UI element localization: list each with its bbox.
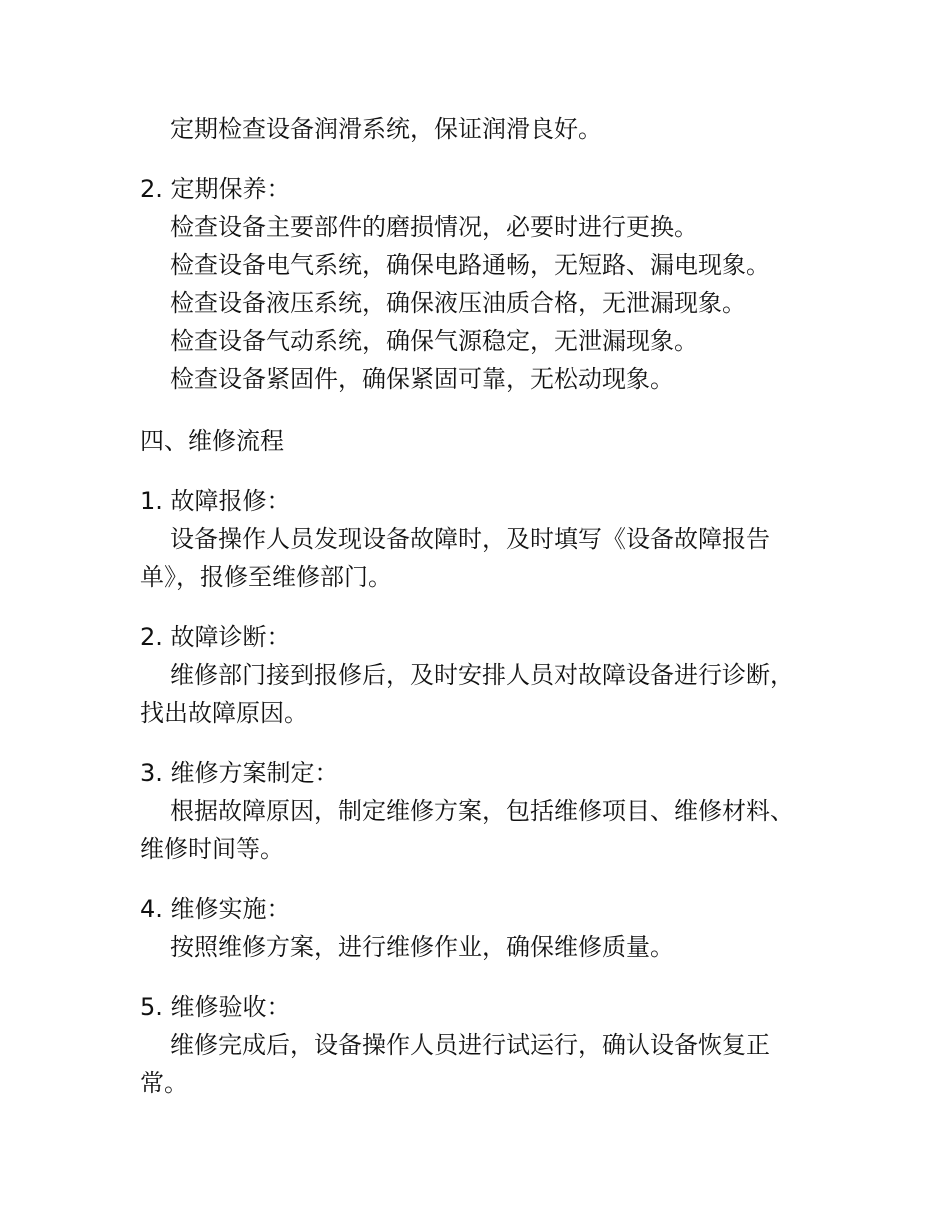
list-item: 检查设备气动系统，确保气源稳定，无泄漏现象。 bbox=[170, 327, 698, 355]
step-text: 设备操作人员发现设备故障时，及时填写《设备故障报告 bbox=[170, 525, 770, 553]
step-title: 1. 故障报修： bbox=[140, 487, 291, 515]
step-repair-implementation bbox=[140, 890, 820, 966]
section-regular-maintenance bbox=[140, 170, 820, 398]
list-item: 检查设备紧固件，确保紧固可靠，无松动现象。 bbox=[170, 365, 674, 393]
list-item: 检查设备电气系统，确保电路通畅，无短路、漏电现象。 bbox=[170, 251, 770, 279]
step-title: 4. 维修实施： bbox=[140, 895, 291, 923]
step-text: 维修完成后，设备操作人员进行试运行，确认设备恢复正 bbox=[170, 1031, 770, 1059]
paragraph-lubrication: 定期检查设备润滑系统，保证润滑良好。 bbox=[170, 115, 602, 143]
step-text: 单》，报修至维修部门。 bbox=[140, 563, 392, 591]
step-title: 5. 维修验收： bbox=[140, 993, 291, 1021]
step-text: 找出故障原因。 bbox=[140, 699, 308, 727]
section-heading: 四、维修流程 bbox=[140, 427, 284, 455]
step-repair-acceptance bbox=[140, 988, 820, 1102]
step-text: 常。 bbox=[140, 1069, 188, 1097]
list-item: 检查设备主要部件的磨损情况，必要时进行更换。 bbox=[170, 213, 698, 241]
step-fault-diagnosis bbox=[140, 618, 820, 732]
step-repair-plan bbox=[140, 754, 820, 868]
step-text: 根据故障原因，制定维修方案，包括维修项目、维修材料、 bbox=[170, 797, 794, 825]
document-page bbox=[140, 110, 820, 1102]
list-item: 检查设备液压系统，确保液压油质合格，无泄漏现象。 bbox=[170, 289, 746, 317]
section-title: 2. 定期保养： bbox=[140, 175, 291, 203]
step-fault-report bbox=[140, 482, 820, 596]
step-title: 2. 故障诊断： bbox=[140, 623, 291, 651]
step-text: 按照维修方案，进行维修作业，确保维修质量。 bbox=[170, 933, 674, 961]
step-text: 维修时间等。 bbox=[140, 835, 284, 863]
step-title: 3. 维修方案制定： bbox=[140, 759, 339, 787]
step-text: 维修部门接到报修后，及时安排人员对故障设备进行诊断， bbox=[170, 661, 794, 689]
